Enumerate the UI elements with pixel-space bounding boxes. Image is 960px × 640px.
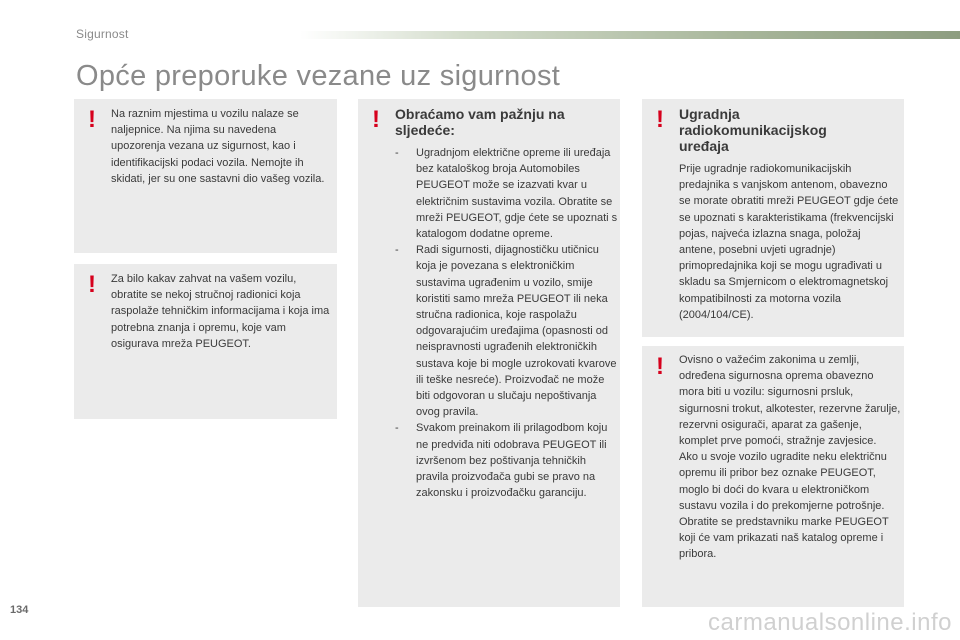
watermark: carmanualsonline.info [708,609,952,636]
attention-list [395,145,619,501]
note-box-workshop [74,264,337,419]
list-item-text: Radi sigurnosti, dijagnostičku utičnicu koja je povezana s elektroničkim sustavima ugrađenim u vozilo, smije koristiti samo mreža PEUGEOT ili neka stručna radionica, koje raspolažu odgovarajućim uređajima (opasnosti od neispravnosti ugrađenih elektroničkih sustava koje bi mogle uzrokovati kvarove ili teške nesreće). Proizvođač ne može biti odgovoran u slučaju nepoštivanja ovog pravila. [416,244,617,419]
attention-heading: Obraćamo vam pažnju na sljedeće: [395,106,565,138]
attention-box [358,99,620,607]
equipment-note-box [642,346,904,607]
radio-install-heading: Ugradnja radiokomunikacijskog uređaja [679,106,827,154]
list-item-text: Svakom preinakom ili prilagodbom koju ne predviđa niti odobrava PEUGEOT ili izvršenom bez poštivanja tehničkih pravila proizvođača gubi se pravo na zakonsku i proizvođačku garanciju. [416,422,608,500]
header-rule [300,31,960,39]
page-number: 134 [10,604,29,616]
list-item [395,145,619,242]
section-label: Sigurnost [76,27,129,41]
radio-install-box [642,99,904,337]
equipment-note-text [679,352,901,563]
list-item [395,420,619,501]
list-dash: - [395,147,399,159]
equipment-note-line: Ovisno o važećim zakonima u zemlji, određena sigurnosna oprema obavezno mora biti u vozilu: sigurnosni prsluk, sigurnosni trokut, alkotester, rezervne žarulje, rezervni osigurači, aparat za gašenje, komplet prve pomoći, stražnje zavjesice. [679,354,901,448]
warning-icon: ! [88,271,96,298]
note-workshop-text: Za bilo kakav zahvat na vašem vozilu, obratite se nekoj stručnoj radionici koja raspolaže tehničkim informacijama i koja ima potrebna znanja i opremu, koje vam osigurava mreža PEUGEOT. [111,273,330,350]
warning-icon: ! [656,106,664,133]
equipment-note-line: Ako u svoje vozilo ugradite neku električnu opremu ili pribor bez oznake PEUGEOT, moglo bi doći do kvara u elektroničkom sustavu vozila i do prekomjerne potrošnje. [679,451,887,512]
radio-install-text: Prije ugradnje radiokomunikacijskih predajnika s vanjskom antenom, obavezno se morate obratiti mreži PEUGEOT gdje ćete se upoznati s karakteristikama (frekvencijski pojas, najveća izlazna snaga, položaj antene, posebni uvjeti ugradnje) primopredajnika koji se mogu ugrađivati u skladu sa Smjernicom o elektromagnetskoj kompatibilnosti za motorna vozila (2004/104/CE). [679,163,899,321]
warning-icon: ! [656,353,664,380]
equipment-note-line: Obratite se predstavniku marke PEUGEOT koji će vam prikazati naš katalog opreme i pribora. [679,516,889,561]
note-stickers-text: Na raznim mjestima u vozilu nalaze se naljepnice. Na njima su navedena upozorenja vezana uz sigurnost, kao i identifikacijski podaci vozila. Nemojte ih skidati, jer su one sastavni dio vašeg vozila. [111,108,325,185]
list-dash: - [395,244,399,257]
note-box-stickers [74,99,337,253]
page-title: Opće preporuke vezane uz sigurnost [76,60,561,92]
list-item [395,242,619,420]
warning-icon: ! [88,106,96,133]
list-item-text: Ugradnjom električne opreme ili uređaja bez kataloškog broja Automobiles PEUGEOT može se izazvati kvar u električnim sustavima vozila. Obratite se mreži PEUGEOT, gdje ćete se upoznati s katalogom dodatne opreme. [416,147,618,241]
list-dash: - [395,422,399,435]
warning-icon: ! [372,106,380,133]
